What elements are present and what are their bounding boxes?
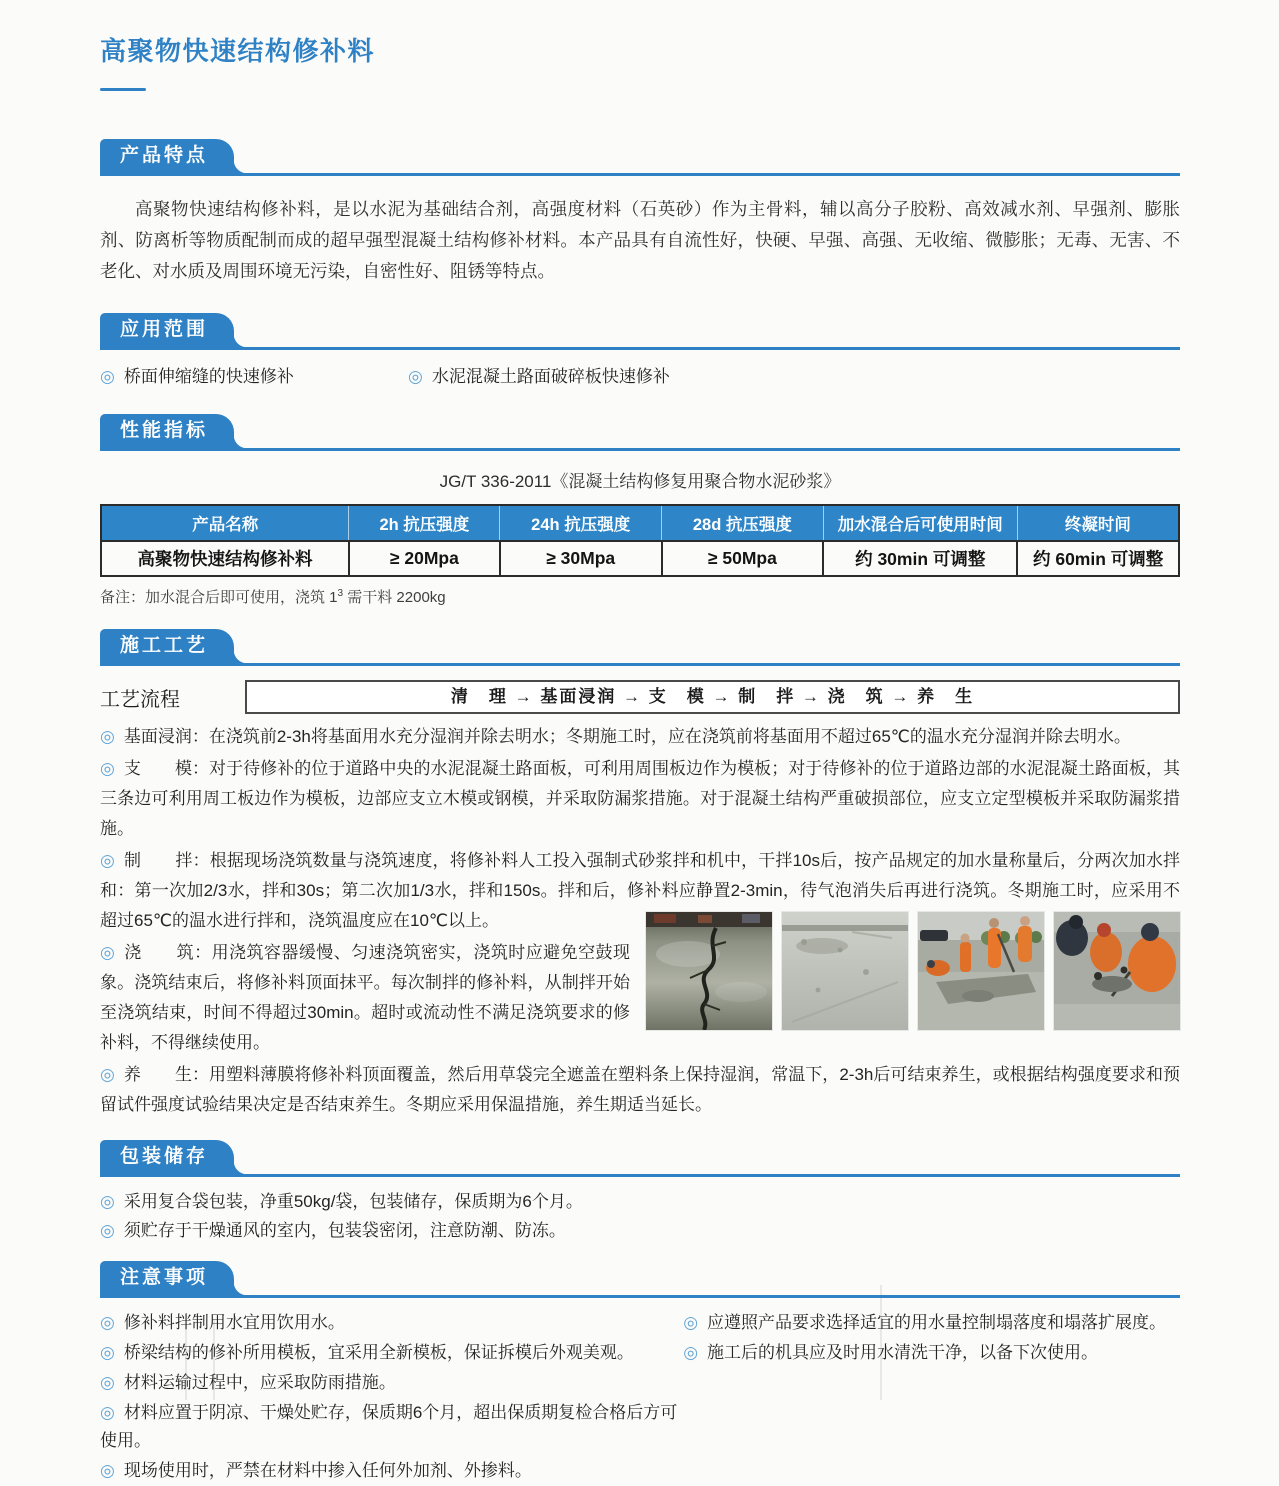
list-item-label: 须贮存于干燥通风的室内，包装袋密闭，注意防潮、防冻。 <box>123 1221 566 1241</box>
step-text: 制 拌：根据现场浇筑数量与浇筑速度，将修补料人工投入强制式砂浆拌和机中，干拌10s后，按产品规定的加水量称量后，分两次加水拌和：第一次加2/3水，拌和30s；第二次加1/3水，拌和150s。拌和后，修补料应静置2-3min，待气泡消失后再进行浇筑。冬期施工时，应采用不超过65℃的温水进行拌和，浇筑温度应在10℃以上。 <box>100 851 1180 931</box>
list-item-label: 应遵照产品要求选择适宜的用水量控制塌落度和塌落扩展度。 <box>707 1313 1167 1333</box>
table-remark <box>100 586 1180 607</box>
application-list <box>100 364 1180 390</box>
photo-damaged-concrete <box>782 912 908 1030</box>
table-cell: ≥ 50Mpa <box>662 541 824 576</box>
standard-reference: JG/T 336-2011《混凝土结构修复用聚合物水泥砂浆》 <box>439 472 841 492</box>
list-item <box>683 1339 1180 1367</box>
features-paragraph: 高聚物快速结构修补料，是以水泥为基础结合剂，高强度材料（石英砂）作为主骨料，辅以高分子胶粉、高效减水剂、早强剂、膨胀剂、防离析等物质配制而成的超早强型混凝土结构修补材料。本产品具有自流性好，快硬、早强、高强、无收缩、微膨胀；无毒、无害、不老化、对水质及周围环境无污染，自密性好、阻锈等特点。 <box>100 199 1180 282</box>
table-cell: ≥ 20Mpa <box>349 541 500 576</box>
ring-bullet-icon: ◎ <box>100 727 115 747</box>
remark-text: 需干料 2200kg <box>343 589 446 607</box>
list-item-label: 水泥混凝土路面破碎板快速修补 <box>431 367 670 387</box>
section-heading: 应用范围 <box>120 319 209 341</box>
table-row <box>101 541 1179 576</box>
list-item-label: 桥梁结构的修补所用模板，宜采用全新模板，保证拆模后外观美观。 <box>123 1343 634 1363</box>
section-tab <box>100 414 234 448</box>
performance-table <box>100 504 1180 577</box>
list-item-label: 桥面伸缩缝的快速修补 <box>123 367 294 387</box>
table-cell: ≥ 30Mpa <box>500 541 662 576</box>
list-item <box>100 364 408 390</box>
section-tab <box>100 1140 234 1174</box>
remark-text: 备注：加水混合后即可使用，浇筑 1 <box>100 589 338 607</box>
section-tab <box>100 1261 234 1295</box>
section-heading: 施工工艺 <box>120 635 209 657</box>
construction-step <box>100 754 1180 844</box>
column-header: 加水混合后可使用时间 <box>823 505 1017 541</box>
photo-cracked-pavement <box>646 912 772 1030</box>
section-performance <box>100 414 1180 607</box>
section-header-performance <box>100 414 1180 451</box>
list-item <box>100 1457 683 1485</box>
step-text: 支 模：对于待修补的位于道路中央的水泥混凝土路面板，可利用周围板边作为模板；对于待修补的位于道路边部的水泥混凝土路面板，其三条边可利用周工板边作为模板，边部应支立木模或钢模，并采取防漏浆措施。对于混凝土结构严重破损部位，应支立定型模板并采取防漏浆措施。 <box>100 759 1180 839</box>
ring-bullet-icon: ◎ <box>100 1221 115 1241</box>
list-item <box>100 1399 683 1455</box>
table-cell: 约 30min 可调整 <box>823 541 1017 576</box>
list-item <box>100 1216 1180 1245</box>
section-tab <box>100 313 234 347</box>
section-header-application <box>100 313 1180 350</box>
section-header-construction <box>100 629 1180 666</box>
ring-bullet-icon: ◎ <box>683 1313 699 1333</box>
list-item <box>100 1309 683 1337</box>
table-cell: 高聚物快速结构修补料 <box>101 541 349 576</box>
ring-bullet-icon: ◎ <box>408 367 423 387</box>
section-tab <box>100 139 234 173</box>
ring-bullet-icon: ◎ <box>100 943 116 963</box>
section-header-features <box>100 139 1180 176</box>
step-text: 基面浸润：在浇筑前2-3h将基面用水充分湿润并除去明水；冬期施工时，应在浇筑前将基面用不超过65℃的温水充分湿润并除去明水。 <box>123 727 1131 747</box>
table-header-row <box>101 505 1179 541</box>
column-header: 2h 抗压强度 <box>349 505 500 541</box>
packaging-list <box>100 1187 1180 1245</box>
construction-step <box>100 1060 1180 1120</box>
section-application <box>100 313 1180 390</box>
ring-bullet-icon: ◎ <box>100 1403 115 1423</box>
page-title: 高聚物快速结构修补料 <box>100 36 376 67</box>
ring-bullet-icon: ◎ <box>100 1461 115 1481</box>
table-cell: 约 60min 可调整 <box>1017 541 1179 576</box>
column-header: 28d 抗压强度 <box>662 505 824 541</box>
section-heading: 注意事项 <box>120 1267 209 1289</box>
section-features <box>100 139 1180 287</box>
list-item-label: 现场使用时，严禁在材料中掺入任何外加剂、外掺料。 <box>123 1461 532 1481</box>
ring-bullet-icon: ◎ <box>100 1313 115 1333</box>
ring-bullet-icon: ◎ <box>100 1373 115 1393</box>
step-text: 养 生：用塑料薄膜将修补料顶面覆盖，然后用草袋完全遮盖在塑料条上保持湿润，常温下，2-3h后可结束养生，或根据结构强度要求和预留试件强度试验结果决定是否结束养生。冬期应采用保温措施，养生期适当延长。 <box>100 1065 1180 1115</box>
section-header-packaging <box>100 1140 1180 1177</box>
ring-bullet-icon: ◎ <box>100 367 115 387</box>
column-header: 终凝时间 <box>1017 505 1179 541</box>
process-flow-box: 清 理 → 基面浸润 → 支 模 → 制 拌 → 浇 筑 → 养 生 <box>245 680 1180 714</box>
list-item <box>100 1187 1180 1216</box>
list-item <box>100 1339 683 1367</box>
section-tab <box>100 629 234 663</box>
ring-bullet-icon: ◎ <box>100 851 115 871</box>
construction-photo-strip <box>646 912 1180 1030</box>
process-flow-label: 工艺流程 <box>100 688 180 711</box>
ring-bullet-icon: ◎ <box>100 1343 115 1363</box>
section-precautions <box>100 1261 1180 1486</box>
process-flow-row <box>100 680 1180 714</box>
datasheet-page <box>100 0 1180 1486</box>
list-item-label: 材料运输过程中，应采取防雨措施。 <box>123 1373 396 1393</box>
section-heading: 性能指标 <box>120 420 209 442</box>
precautions-list <box>100 1308 1180 1486</box>
section-header-precautions <box>100 1261 1180 1298</box>
remark-superscript: 3 <box>337 588 344 600</box>
column-header: 24h 抗压强度 <box>500 505 662 541</box>
ring-bullet-icon: ◎ <box>100 1192 115 1212</box>
photo-road-repair-crew <box>918 912 1044 1030</box>
list-item <box>408 364 670 390</box>
list-item <box>683 1309 1180 1337</box>
step-text: 浇 筑：用浇筑容器缓慢、匀速浇筑密实，浇筑时应避免空鼓现象。浇筑结束后，将修补料顶面抹平。每次制拌的修补料，从制拌开始至浇筑结束，时间不得超过30min。超时或流动性不满足浇筑要求的修补料，不得继续使用。 <box>100 943 630 1053</box>
list-item-label: 修补料拌制用水宜用饮用水。 <box>123 1313 345 1333</box>
photo-patch-finishing <box>1054 912 1180 1030</box>
section-construction <box>100 629 1180 1120</box>
list-item-label: 材料应置于阴凉、干燥处贮存，保质期6个月，超出保质期复检合格后方可使用。 <box>100 1403 678 1451</box>
ring-bullet-icon: ◎ <box>100 1065 115 1085</box>
ring-bullet-icon: ◎ <box>683 1343 699 1363</box>
list-item-label: 施工后的机具应及时用水清洗干净，以备下次使用。 <box>707 1343 1099 1363</box>
list-item <box>100 1369 683 1397</box>
construction-steps <box>100 722 1180 1120</box>
section-heading: 包装储存 <box>120 1146 209 1168</box>
column-header: 产品名称 <box>101 505 349 541</box>
section-packaging <box>100 1140 1180 1245</box>
section-heading: 产品特点 <box>120 145 209 167</box>
construction-step <box>100 722 1180 752</box>
ring-bullet-icon: ◎ <box>100 759 115 779</box>
title-underline <box>100 88 146 91</box>
list-item-label: 采用复合袋包装，净重50kg/袋，包装储存，保质期为6个月。 <box>123 1192 583 1212</box>
